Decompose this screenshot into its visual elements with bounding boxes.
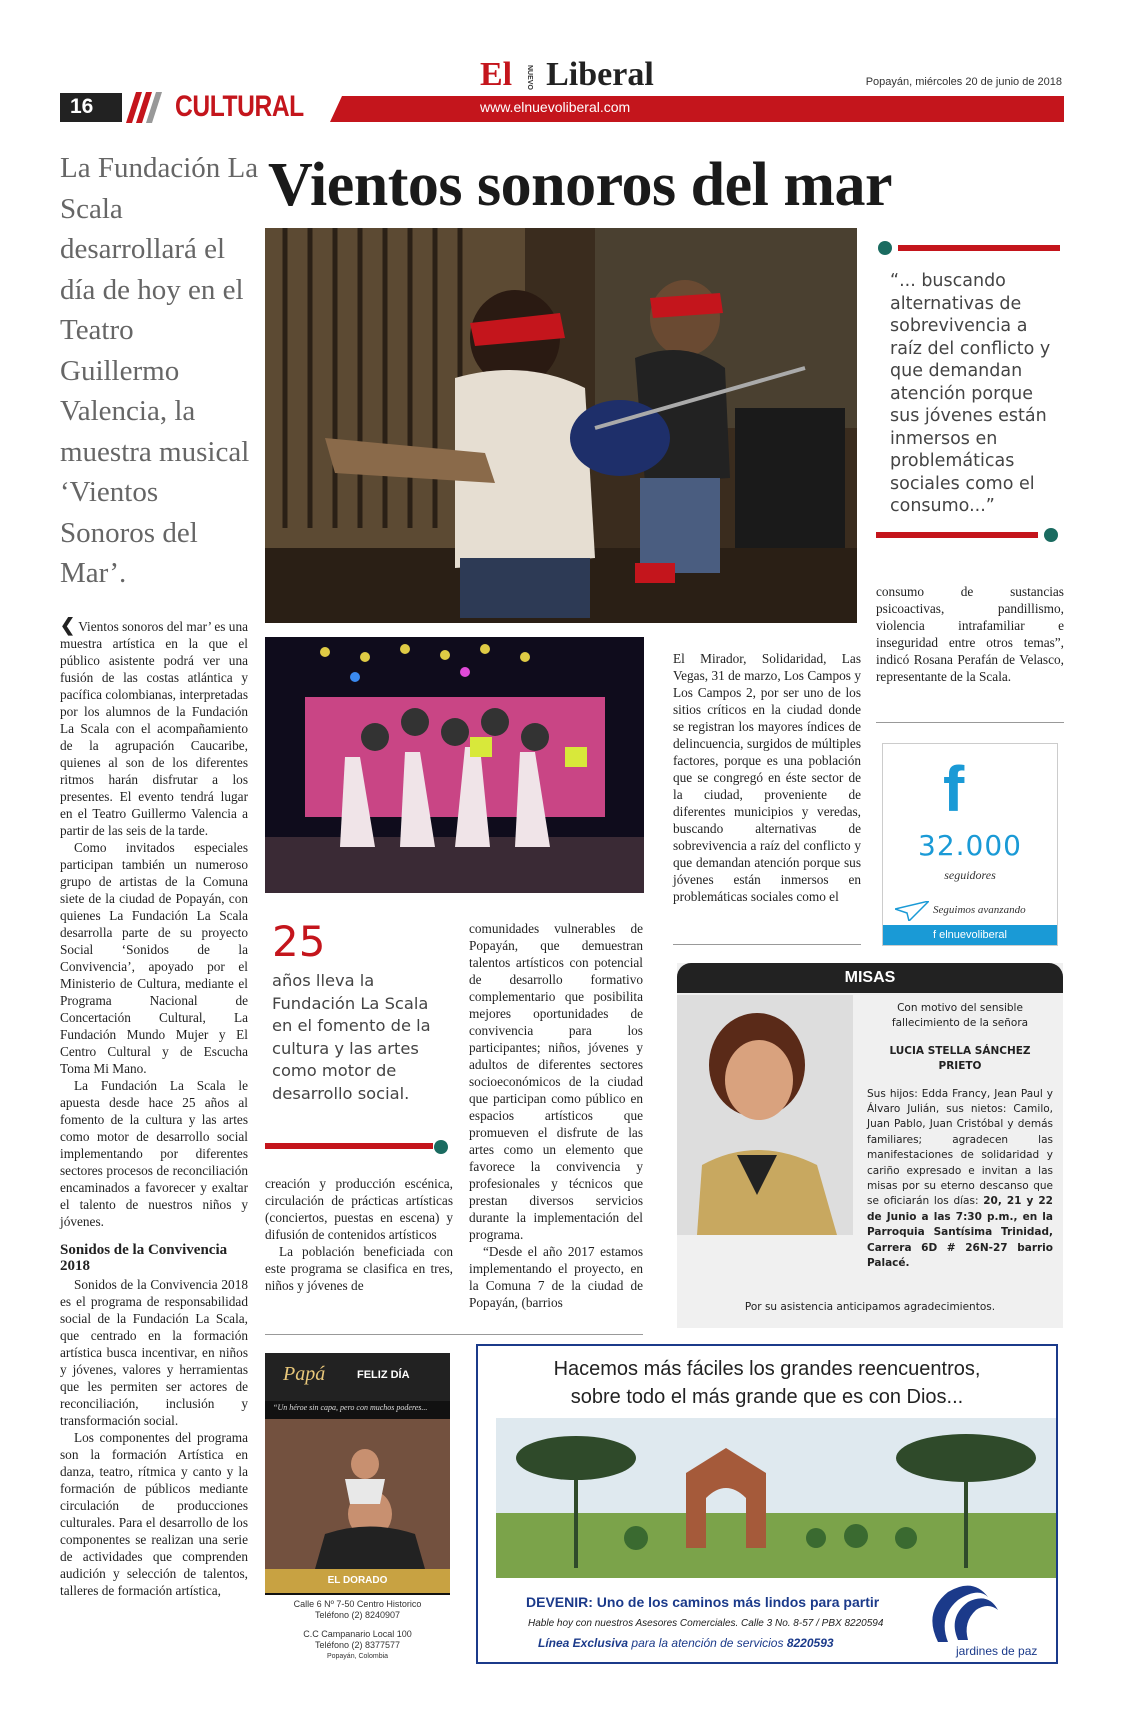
- ad-devenir: DEVENIR: Uno de los caminos más lindos para partir: [526, 1594, 880, 1610]
- photo-children-guitar: [265, 228, 857, 623]
- ad-tagline: “Un héroe sin capa, pero con muchos poderes...: [273, 1403, 428, 1412]
- facebook-promo[interactable]: [882, 743, 1058, 946]
- masthead-logo: El NUEVO Liberal: [480, 56, 654, 93]
- article-col2: [265, 1175, 453, 1294]
- ad-linea-text: para la atención de servicios: [631, 1636, 784, 1650]
- page-number: 16: [60, 93, 122, 122]
- pull-quote: “... buscando alternativas de sobrevivencia a raíz del conflicto y que demandan atención porque sus jóvenes están inmersos en problemáticas sociales como el consumo...”: [890, 271, 1051, 516]
- misas-family: Sus hijos: Edda Francy, Jean Paul y Álvaro Julián, sus nietos: Camilo, Juan Pablo, Juan Cristóbal y demás familiares; agradecen las manifestaciones de solidaridad y cariño expresado e invitan a las misas por su eterno descanso que se oficiarán los días:: [867, 1087, 1053, 1208]
- follower-count: 32.000: [918, 829, 1022, 862]
- misas-footer: Por su asistencia anticipamos agradecimientos.: [744, 1301, 996, 1313]
- photo-dancers-stage: [265, 637, 644, 893]
- site-url[interactable]: www.elnuevoliberal.com: [480, 99, 631, 115]
- ad-papa-title: Papá: [283, 1363, 326, 1385]
- jardines-logo-icon: [918, 1582, 1008, 1648]
- col1-p1: Vientos sonoros del mar’ es una muestra artística en la que el público asistente podrá ver una fusión de las costas atlántica y pacífica colombianas, interpretadas por los alumnos de la Fundación La Scala con el acompañamiento de la agrupación Caucaribe, quienes al son de los diferentes ritmos harán disfrutar a los presentes. El evento tendrá lugar en el Teatro Guillermo Valencia a partir de las seis de la tarde.: [60, 619, 248, 838]
- misas-schedule: 20, 21 y 22 de Junio a las 7:30 p.m., en la Parroquia Santísima Trinidad, Carrera 6D # 26N-27 barrio Palacé.: [867, 1195, 1053, 1270]
- col4-p1: El Mirador, Solidaridad, Las Vegas, 31 de marzo, Los Campos y Los Campos 2, por ser uno de los sitios críticos en la ciudad donde se registran los mayores índices de delincuencia, surgidos de múltiples factores, porque es una población que se congregó en éste sector de la ciudad, proveniente de diferentes municipios y veredas, buscando alternativas de sobrevivencia a raíz del conflicto y que demandan atención porque sus jóvenes están inmersos en problemáticas sociales como el: [673, 651, 861, 904]
- deck: La Fundación La Scala desarrollará el día de hoy en el Teatro Guillermo Valencia, la muestra musical ‘Vientos Sonoros del Mar’.: [60, 152, 259, 589]
- ad-tel1: Teléfono (2) 8240907: [314, 1610, 401, 1620]
- article-col4: [673, 650, 861, 905]
- ad-brand-name: jardines de paz: [956, 1644, 1038, 1658]
- jardines-de-paz-ad[interactable]: [476, 1344, 1058, 1664]
- ad-city: Popayán, Colombia: [326, 1653, 389, 1660]
- divider: [876, 722, 1064, 723]
- col2-p2: La población beneficiada con este programa se clasifica en tres, niños y jóvenes de: [265, 1244, 453, 1293]
- article-col1: [60, 617, 248, 1599]
- ad-linea-number: 8220593: [786, 1636, 834, 1650]
- followers-label: seguidores: [944, 868, 996, 882]
- col1-p4: Sonidos de la Convivencia 2018 es el programa de responsabilidad social de la Fundación La Scala, que centrado en la formación artística busca incentivar, en niños y jóvenes, valores y herramientas que les permiten ser actores de reconciliación, inclusión y transformación social.: [60, 1277, 248, 1428]
- stat-text: años lleva la Fundación La Scala en el fomento de la cultura y las artes como motor de desarrollo social.: [272, 971, 431, 1103]
- divider: [673, 944, 861, 945]
- ad-headline-1: Hacemos más fáciles los grandes reencuentros,: [553, 1358, 981, 1380]
- facebook-slogan: Seguimos avanzando: [933, 904, 1026, 916]
- misas-title: MISAS: [677, 963, 1063, 993]
- ad-brand: EL DORADO: [265, 1569, 450, 1593]
- paper-plane-icon: [895, 901, 929, 921]
- col3-p1: comunidades vulnerables de Popayán, que demuestran talentos artísticos con potencial de desarrollo formativo complementario que posibilita mejores oportunidades de convivencia para los participantes; niños, jóvenes y adultos de diferentes sectores socioeconómicos de la ciudad que participan como público en espacios artísticos que promueven el disfrute de las artes como un elemento que favorece la convivencia y profesionales y técnicos que prestan diversos servicios durante la implementación del programa.: [469, 921, 643, 1242]
- facebook-handle-text: elnuevoliberal: [939, 929, 1007, 941]
- pullquote-rule-top: [898, 245, 1060, 251]
- pullquote-dot-top: [878, 241, 892, 255]
- ad-addr1: Calle 6 Nº 7-50 Centro Historico: [293, 1599, 422, 1609]
- ad-addr2: C.C Campanario Local 100: [303, 1629, 412, 1639]
- headline: Vientos sonoros del mar: [268, 151, 892, 219]
- ad-linea-exclusiva: Línea Exclusiva: [538, 1636, 629, 1650]
- divider: [265, 1334, 643, 1335]
- portrait-photo: [677, 995, 853, 1235]
- father-child-photo: [265, 1419, 450, 1569]
- cemetery-landscape-photo: [496, 1418, 1056, 1578]
- slash-decoration-icon: [120, 92, 170, 123]
- dateline: Popayán, miércoles 20 de junio de 2018: [865, 76, 1062, 88]
- misas-body: [867, 1001, 1053, 1272]
- stat-rule: [265, 1143, 433, 1149]
- deceased-name: LUCIA STELLA SÁNCHEZ PRIETO: [889, 1044, 1031, 1073]
- col1-p2: Como invitados especiales participan también un numeroso grupo de artistas de la Comuna siete de la ciudad de Popayán, con quienes La Fundación La Scala desarrolla parte de su proyecto Social ‘Sonidos de la Convivencia’, apoyado por el Ministerio de Cultura, mediante el Programa Nacional de Concertación Cultural, La Fundación Mundo Mujer y El Centro Cultural y de Escucha Toma Mi Mano.: [60, 840, 248, 1076]
- section-title: CULTURAL: [175, 90, 304, 123]
- ad-headline-2: sobre todo el más grande que es con Dios...: [570, 1386, 964, 1408]
- pullquote-dot-bottom: [1044, 528, 1058, 542]
- article-col5: consumo de sustancias psicoactivas, pandillismo, violencia intrafamiliar e inseguridad entre otros temas”, indicó Rosana Perafán de Velasco, representante de la Scala.: [876, 584, 1064, 684]
- ad-tel2: Teléfono (2) 8377577: [314, 1640, 401, 1650]
- col1-p3: La Fundación La Scala le apuesta desde hace 25 años al fomento de la cultura y las artes como motor de desarrollo social implementando por diferentes sectores procesos de reconciliación encaminados a favorecer y exaltar el talento de nuestros niños y jóvenes.: [60, 1078, 248, 1229]
- col1-p5: Los componentes del programa son la formación Artística en danza, teatro, rítmica y canto y la formación de públicos mediante circulación de producciones culturales. Para el desarrollo de los componentes se realizan una serie de actividades que comprenden audición y selección de talentos, talleres de formación artística,: [60, 1430, 248, 1598]
- col2-p1: creación y producción escénica, circulación de prácticas artísticas (conciertos, puestas en escena) y difusión de contenidos artísticos: [265, 1176, 453, 1242]
- ad-feliz-dia: FELIZ DÍA: [357, 1369, 410, 1381]
- col3-p2: “Desde el año 2017 estamos implementando el proyecto, en la Comuna 7 de la ciudad de Popayán, (barrios: [469, 1244, 643, 1310]
- ad-contact: [265, 1595, 450, 1663]
- header-red-bar: [330, 96, 1064, 122]
- subhead: Sonidos de la Convivencia 2018: [60, 1242, 228, 1274]
- stat-number: 25: [272, 917, 326, 966]
- article-col3: [469, 920, 643, 1311]
- facebook-handle[interactable]: f elnuevoliberal: [883, 925, 1057, 945]
- ad-contact-line: Hable hoy con nuestros Asesores Comerciales. Calle 3 No. 8-57 / PBX 8220594: [528, 1618, 884, 1629]
- misas-intro: Con motivo del sensible fallecimiento de la señora: [891, 1002, 1029, 1030]
- misas-notice: [677, 963, 1063, 1328]
- stat-dot: [434, 1140, 448, 1154]
- quote-mark-icon: ❮: [60, 615, 76, 635]
- pullquote-rule-bottom: [876, 532, 1038, 538]
- ad-exclusive-line: [538, 1636, 834, 1650]
- facebook-icon: f: [943, 753, 965, 825]
- fathers-day-ad[interactable]: [265, 1353, 450, 1663]
